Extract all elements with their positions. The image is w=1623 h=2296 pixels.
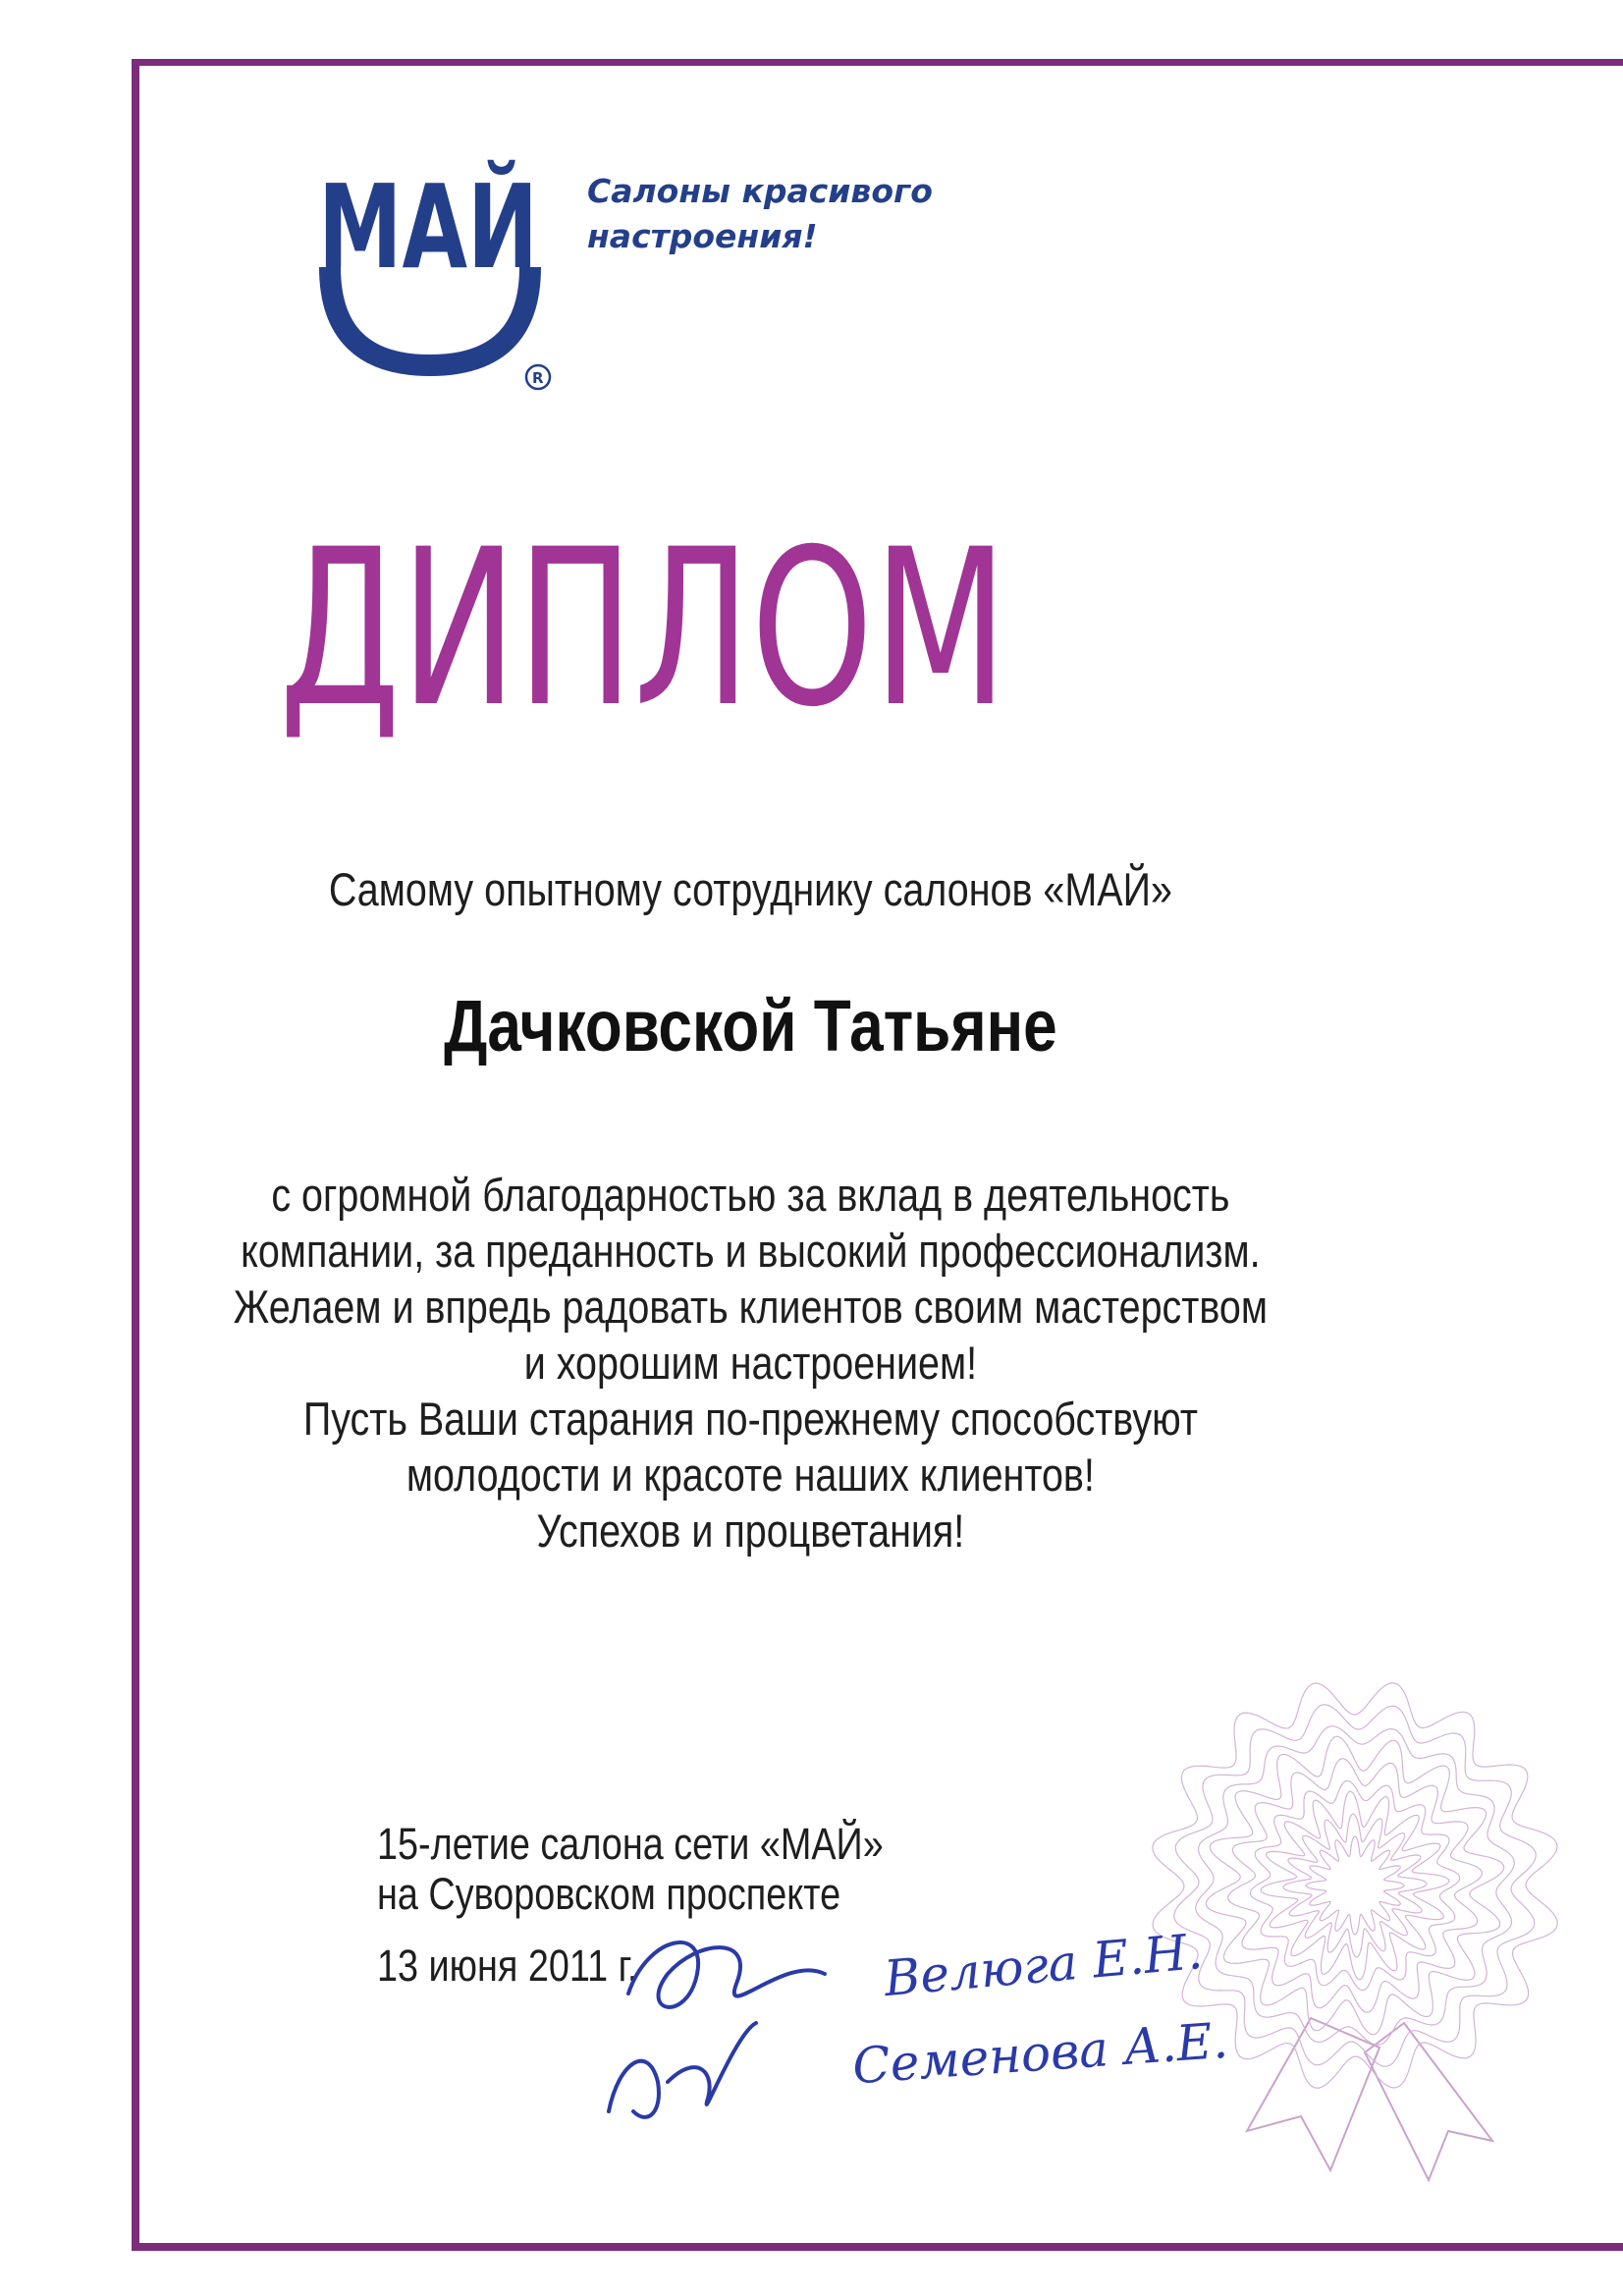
svg-text:R: R xyxy=(532,369,544,387)
body-line: молодости и красоте наших клиентов! xyxy=(406,1449,1095,1501)
may-logo xyxy=(312,157,548,403)
footer-line: 15-летие салона сети «МАЙ» xyxy=(377,1819,884,1869)
recipient-name: Дачковской Татьяне xyxy=(444,985,1057,1066)
rosette-ring xyxy=(1174,1705,1536,2066)
rosette-ring xyxy=(1206,1736,1504,2035)
signature-name: Семенова А.Е. xyxy=(850,2011,1230,2096)
body-text xyxy=(0,1167,1501,1558)
body-line: Пусть Ваши старания по-прежнему способствуют xyxy=(302,1393,1198,1445)
rosette-ring xyxy=(1250,1780,1459,1990)
diploma-date: 13 июня 2011 г. xyxy=(377,1941,638,1991)
dedication-line: Самому опытному сотруднику салонов «МАЙ» xyxy=(328,863,1172,915)
rosette-ring xyxy=(1261,1791,1449,1980)
svg-text:МАЙ: МАЙ xyxy=(318,159,538,295)
body-line: и хорошим настроением! xyxy=(523,1337,978,1389)
body-line: Желаем и впредь радовать клиентов своим мастерством xyxy=(233,1281,1268,1333)
diploma-title: ДИПЛОМ xyxy=(279,503,1008,754)
footer-occasion xyxy=(377,1819,884,1919)
slogan-line: Салоны красивого xyxy=(587,172,933,210)
rosette-ring xyxy=(1283,1814,1427,1957)
footer-line: на Суворовском проспекте xyxy=(377,1869,841,1919)
rosette-ring xyxy=(1306,1836,1404,1935)
signature-name: Велюга Е.Н. xyxy=(882,1922,1205,2008)
body-line: компании, за преданность и высокий профессионализм. xyxy=(241,1225,1261,1277)
rosette-ring xyxy=(1196,1726,1515,2046)
body-line: с огромной благодарностью за вклад в деятельность xyxy=(271,1169,1230,1221)
signature-scribble xyxy=(589,1915,864,2151)
body-line: Успехов и процветания! xyxy=(536,1504,965,1557)
slogan xyxy=(587,169,1000,259)
slogan-line: настроения! xyxy=(587,217,818,255)
